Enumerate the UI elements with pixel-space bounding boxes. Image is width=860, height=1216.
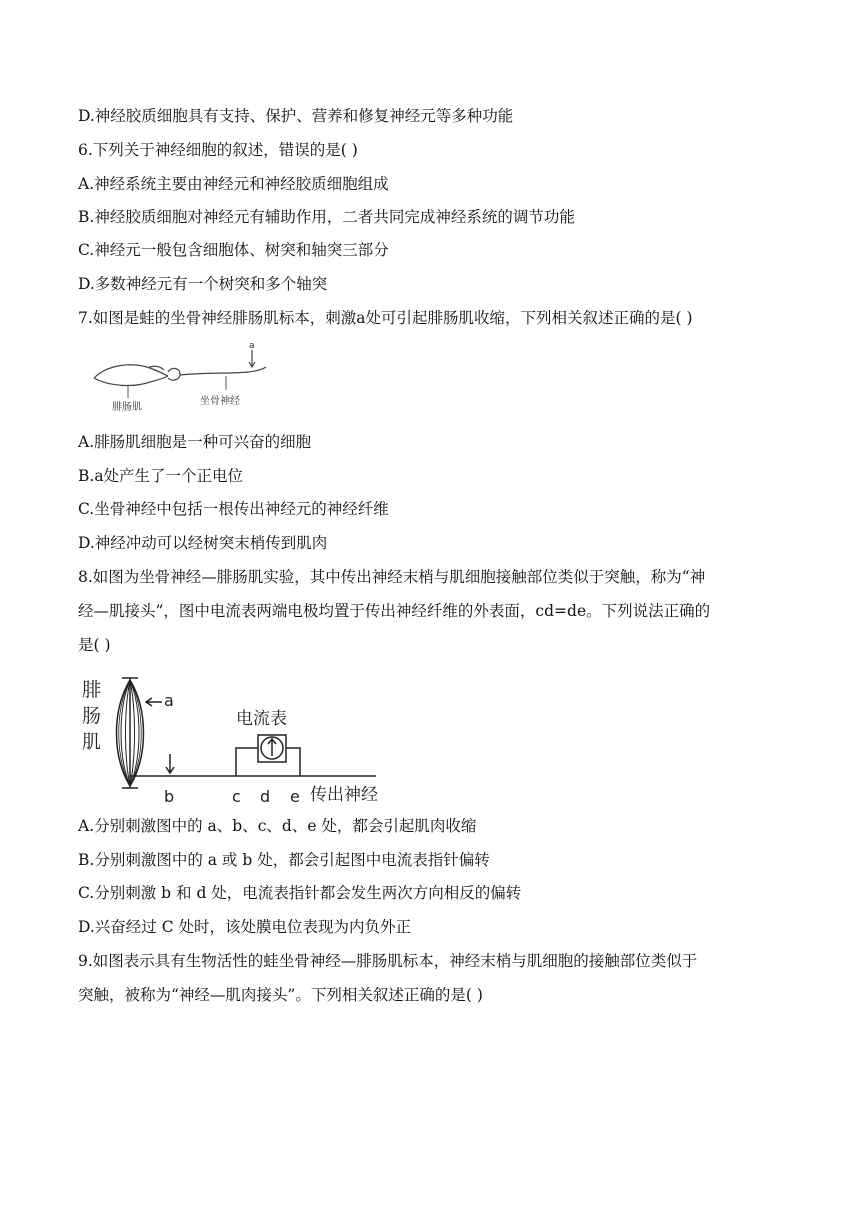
q8-label-c: c [232, 787, 241, 806]
q8-label-d: d [260, 787, 271, 806]
q7-label-muscle: 腓肠肌 [112, 402, 142, 413]
q7-option-b: B.a处产生了一个正电位 [78, 467, 244, 485]
q8-stem-line-2: 经—肌接头”，图中电流表两端电极均置于传出神经纤维的外表面，cd=de。下列说法正确的 [78, 602, 711, 620]
q6-stem: 6.下列关于神经细胞的叙述，错误的是( ) [78, 141, 358, 159]
q8-label-nerve: 传出神经 [310, 785, 378, 805]
q8-option-d: D.兴奋经过 C 处时，该处膜电位表现为内负外正 [78, 918, 412, 936]
q7-figure [88, 338, 288, 418]
q8-option-a: A.分别刺激图中的 a、b、c、d、e 处，都会引起肌肉收缩 [78, 817, 477, 835]
q8-muscle-char-1: 腓 [82, 679, 102, 701]
q8-label-a: a [164, 691, 174, 710]
q6-option-c: C.神经元一般包含细胞体、树突和轴突三部分 [78, 241, 389, 259]
q8-label-meter: 电流表 [236, 709, 287, 729]
q8-label-e: e [290, 787, 300, 806]
q8-label-b: b [164, 787, 175, 806]
q8-stem-line-3: 是( ) [78, 636, 111, 654]
q7-label-a: a [249, 341, 255, 351]
q8-muscle-char-2: 肠 [82, 705, 102, 727]
q6-option-a: A.神经系统主要由神经元和神经胶质细胞组成 [78, 175, 389, 193]
q8-option-c: C.分别刺激 b 和 d 处，电流表指针都会发生两次方向相反的偏转 [78, 884, 522, 902]
q7-label-nerve: 坐骨神经 [200, 396, 240, 407]
q8-stem-line-1: 8.如图为坐骨神经—腓肠肌实验，其中传出神经末梢与肌细胞接触部位类似于突触，称为“神 [78, 568, 706, 586]
q8-option-b: B.分别刺激图中的 a 或 b 处，都会引起图中电流表指针偏转 [78, 851, 490, 869]
q7-option-a: A.腓肠肌细胞是一种可兴奋的细胞 [78, 433, 312, 451]
q7-stem: 7.如图是蛙的坐骨神经腓肠肌标本，刺激a处可引起腓肠肌收缩，下列相关叙述正确的是( ) [78, 309, 693, 327]
q5-option-d: D.神经胶质细胞具有支持、保护、营养和修复神经元等多种功能 [78, 107, 514, 125]
q6-option-b: B.神经胶质细胞对神经元有辅助作用，二者共同完成神经系统的调节功能 [78, 208, 575, 226]
q6-option-d: D.多数神经元有一个树突和多个轴突 [78, 275, 328, 293]
q9-stem-line-1: 9.如图表示具有生物活性的蛙坐骨神经—腓肠肌标本，神经末梢与肌细胞的接触部位类似于 [78, 952, 698, 970]
q9-stem-line-2: 突触，被称为“神经—肌肉接头”。下列相关叙述正确的是( ) [78, 986, 483, 1004]
q7-option-d: D.神经冲动可以经树突末梢传到肌肉 [78, 534, 328, 552]
q8-muscle-char-3: 肌 [82, 731, 102, 753]
q7-option-c: C.坐骨神经中包括一根传出神经元的神经纤维 [78, 500, 389, 518]
q8-figure [76, 672, 406, 812]
